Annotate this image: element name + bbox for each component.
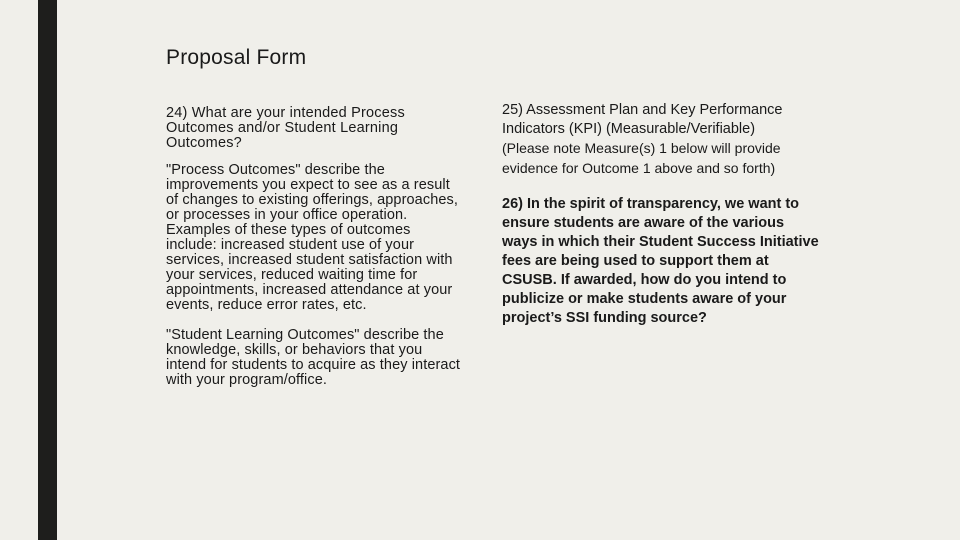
question-25-note: (Please note Measure(s) 1 below will provide evidence for Outcome 1 above and so forth): [502, 140, 781, 176]
right-column: [502, 101, 822, 328]
process-outcomes-description: "Process Outcomes" describe the improvements you expect to see as a result of changes to existing offerings, approaches, or processes in your office operation. Examples of these types of outcomes include: increased student use of your services, increased student satisfaction with your services, reduced waiting time for appointments, increased attendance at your events, reduce error rates, etc.: [166, 162, 459, 313]
left-column: [166, 106, 462, 403]
accent-bar: [38, 0, 57, 540]
question-25-title: 25) Assessment Plan and Key Performance Indicators (KPI) (Measurable/Verifiable): [502, 102, 783, 137]
question-26: 26) In the spirit of transparency, we want to ensure students are aware of the various ways in which their Student Success Initiative fees are being used to support them at CSUSB. If awarded, how do you intend to publicize or make students aware of your project’s SSI funding source?: [502, 196, 819, 326]
learning-outcomes-description: "Student Learning Outcomes" describe the knowledge, skills, or behaviors that you intend for students to acquire as they interact with your program/office.: [166, 327, 461, 388]
question-24: 24) What are your intended Process Outcomes and/or Student Learning Outcomes?: [166, 105, 405, 151]
page-title: Proposal Form: [166, 46, 307, 69]
